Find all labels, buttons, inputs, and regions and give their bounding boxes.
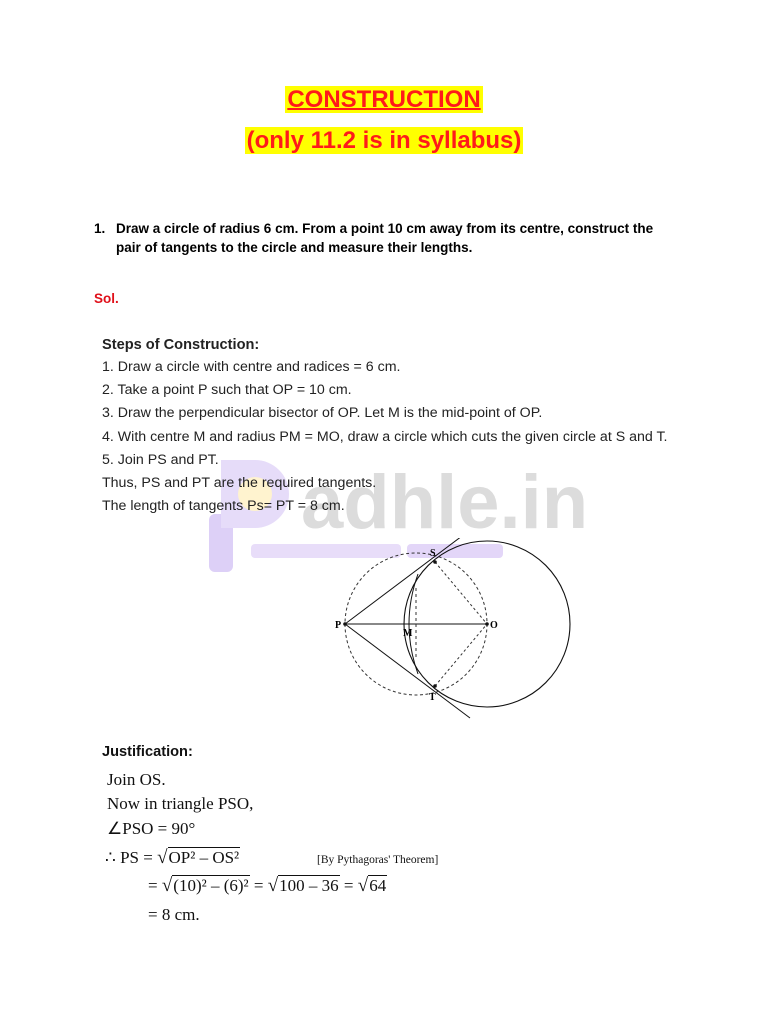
justification-heading: Justification: <box>102 744 193 760</box>
page-title: CONSTRUCTION <box>287 86 481 113</box>
justification-line: Now in triangle PSO, <box>107 794 254 813</box>
justification-line: ∴ PS = √OP² – OS² <box>105 847 240 868</box>
square-root: √(10)² – (6)² <box>161 875 249 896</box>
point-o <box>485 622 489 626</box>
step-line: 1. Draw a circle with centre and radices = 6 cm. <box>102 359 401 375</box>
justification <box>102 744 439 924</box>
radius-os <box>435 562 487 624</box>
question-1 <box>94 219 654 257</box>
page-subtitle: (only 11.2 is in syllabus) <box>246 127 522 154</box>
point-p <box>343 622 347 626</box>
step-line: 2. Take a point P such that OP = 10 cm. <box>102 382 352 399</box>
label-s: S <box>430 548 436 559</box>
radius-ot <box>435 624 487 686</box>
label-t: T <box>429 692 436 703</box>
tangent-construction-figure <box>330 538 590 738</box>
steps-of-construction <box>102 337 668 518</box>
square-root: √100 – 36 <box>267 875 339 896</box>
justification-line: = 8 cm. <box>148 905 200 924</box>
step-line: 3. Draw the perpendicular bisector of OP. Let M is the mid-point of OP. <box>102 405 543 422</box>
step-line: Thus, PS and PT are the required tangents. <box>102 474 377 491</box>
label-m: M <box>403 628 413 639</box>
label-p: P <box>335 620 342 631</box>
pythagoras-note: [By Pythagoras' Theorem] <box>317 854 439 866</box>
question-text: Draw a circle of radius 6 cm. From a point 10 cm away from its centre, construct the pair of tangents to the circle and measure their lengths. <box>116 221 654 255</box>
solution-label: Sol. <box>94 291 119 306</box>
step-line: 5. Join PS and PT. <box>102 451 219 468</box>
steps-heading: Steps of Construction: <box>102 337 260 353</box>
question-number: 1. <box>94 221 106 236</box>
step-line: The length of tangents Ps= PT = 8 cm. <box>102 498 345 515</box>
justification-line: ∠PSO = 90° <box>107 819 196 838</box>
step-line: 4. With centre M and radius PM = MO, draw a circle which cuts the given circle at S and T. <box>102 428 668 445</box>
label-o: O <box>490 620 498 631</box>
justification-line: Join OS. <box>107 770 166 789</box>
square-root: √OP² – OS² <box>157 847 240 868</box>
point-t <box>433 684 437 688</box>
square-root: √64 <box>357 875 387 896</box>
point-s <box>433 560 437 564</box>
watermark-text: adhle.in <box>301 460 589 545</box>
justification-line: = √(10)² – (6)² = √100 – 36 = √64 <box>148 875 387 896</box>
